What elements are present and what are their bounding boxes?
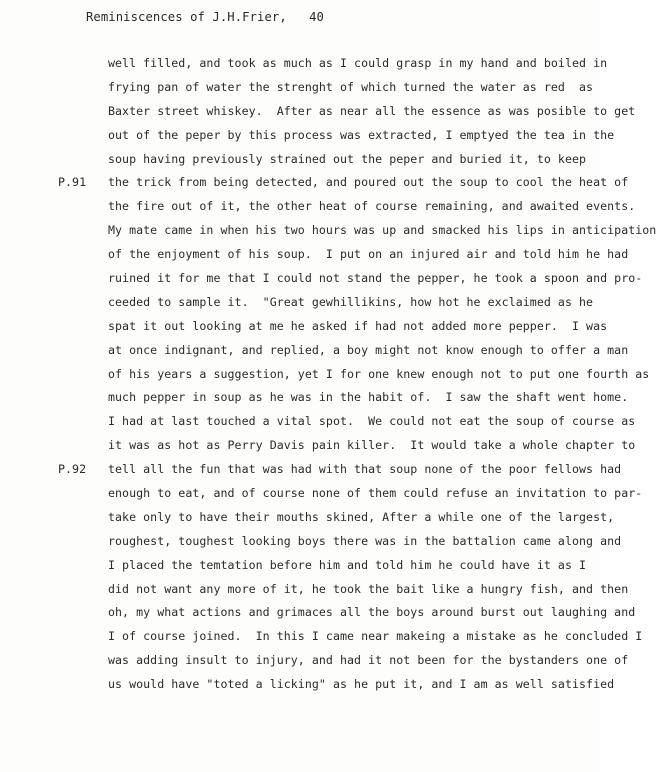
text-line	[58, 458, 622, 482]
line-text: out of the peper by this process was extracted, I emptyed the tea in the	[108, 127, 615, 142]
text-line	[108, 52, 608, 76]
line-text: I of course joined. In this I came near makeing a mistake as he concluded I	[108, 629, 643, 644]
text-line	[108, 219, 656, 243]
header-title: Reminiscences of J.H.Frier,	[86, 10, 287, 24]
line-text: at once indignant, and replied, a boy might not know enough to offer a man	[108, 342, 629, 357]
line-text: was adding insult to injury, and had it not been for the bystanders one of	[108, 653, 629, 668]
text-line	[108, 601, 636, 625]
text-line	[58, 171, 629, 195]
line-text: I placed the temtation before him and told him he could have it as I	[108, 557, 587, 572]
text-line	[108, 148, 588, 172]
text-line	[108, 578, 629, 602]
text-line	[108, 506, 615, 530]
text-line	[108, 530, 622, 554]
text-line	[108, 124, 615, 148]
line-text: take only to have their mouths skined, After a while one of the largest,	[108, 509, 615, 524]
line-text: well filled, and took as much as I could grasp in my hand and boiled in	[108, 56, 608, 70]
text-line	[108, 100, 636, 124]
page-header	[86, 10, 324, 24]
text-line	[108, 554, 588, 578]
text-line	[108, 195, 636, 219]
line-text: oh, my what actions and grimaces all the boys around burst out laughing and	[108, 605, 636, 620]
line-text: I had at last touched a vital spot. We could not eat the soup of course as	[108, 414, 636, 429]
text-line	[108, 243, 629, 267]
text-line	[108, 649, 629, 673]
text-line	[108, 410, 636, 434]
text-line	[108, 482, 643, 506]
line-text: ceeded to sample it. "Great gewhillikins, how hot he exclaimed as he	[108, 294, 594, 309]
line-text: ruined it for me that I could not stand the pepper, he took a spoon and pro-	[108, 271, 643, 286]
line-text: Baxter street whiskey. After as near all the essence as was posible to get	[108, 103, 636, 118]
line-text: much pepper in soup as he was in the habit of. I saw the shaft went home.	[108, 390, 629, 405]
line-text: spat it out looking at me he asked if had not added more pepper. I was	[108, 318, 608, 333]
text-line	[108, 386, 629, 410]
text-line	[108, 267, 643, 291]
line-text: soup having previously strained out the peper and buried it, to keep	[108, 151, 587, 166]
line-text: did not want any more of it, he took the bait like a hungry fish, and then	[108, 581, 629, 596]
line-text: roughest, toughest looking boys there was in the battalion came along and	[108, 533, 622, 548]
text-line	[108, 291, 594, 315]
line-text: tell all the fun that was had with that soup none of the poor fellows had	[108, 462, 622, 477]
line-text: frying pan of water the strenght of which turned the water as red as	[108, 79, 594, 94]
line-text: My mate came in when his two hours was up and smacked his lips in anticipation	[108, 223, 656, 238]
line-text: the trick from being detected, and poured out the soup to cool the heat of	[108, 175, 629, 190]
margin-page-note: P.92	[58, 462, 87, 477]
page-number: 40	[309, 10, 324, 24]
document-body	[58, 52, 656, 697]
text-line	[108, 625, 643, 649]
line-text: of the enjoyment of his soup. I put on an injured air and told him he had	[108, 247, 629, 262]
text-line	[108, 315, 608, 339]
line-text: it was as hot as Perry Davis pain killer. It would take a whole chapter to	[108, 438, 636, 453]
text-line	[108, 363, 650, 387]
text-line	[108, 339, 629, 363]
line-text: the fire out of it, the other heat of course remaining, and awaited events.	[108, 199, 636, 214]
line-text: enough to eat, and of course none of them could refuse an invitation to par-	[108, 486, 643, 501]
margin-page-note: P.91	[58, 175, 87, 190]
text-line	[108, 76, 594, 100]
line-text: us would have "toted a licking" as he put it, and I am as well satisfied	[108, 677, 615, 692]
line-text: of his years a suggestion, yet I for one knew enough not to put one fourth as	[108, 366, 650, 381]
text-line	[108, 434, 636, 458]
text-line	[108, 673, 615, 697]
